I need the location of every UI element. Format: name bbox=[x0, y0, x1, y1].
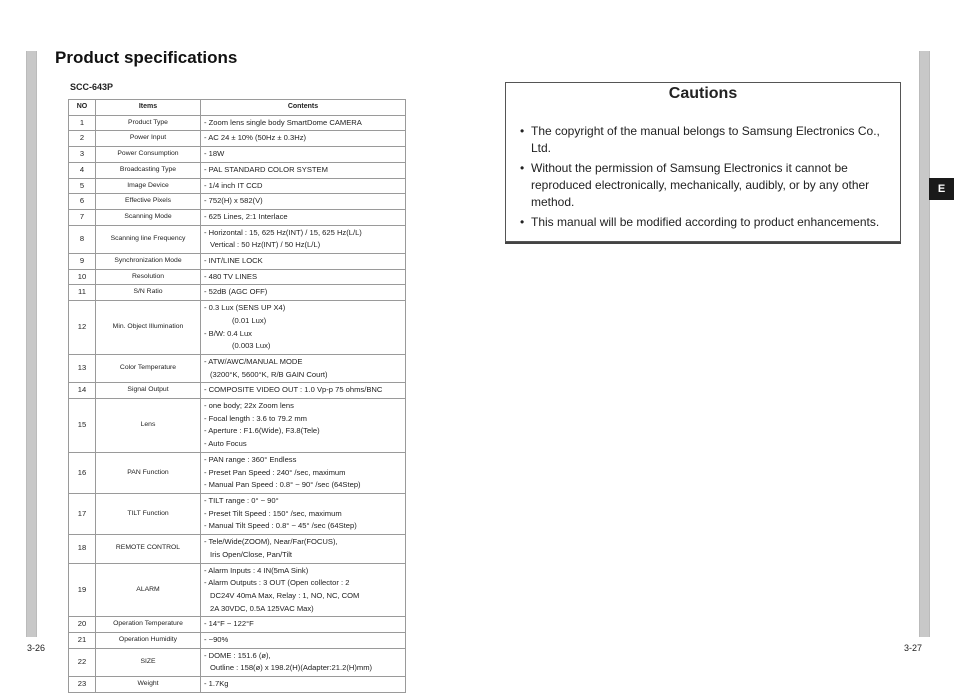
row-number: 23 bbox=[69, 677, 96, 693]
content-line: - ATW/AWC/MANUAL MODE bbox=[204, 356, 303, 366]
left-margin-bar bbox=[26, 51, 37, 637]
content-line: - INT/LINE LOCK bbox=[204, 256, 263, 266]
table-row bbox=[69, 269, 406, 285]
row-item: Lens bbox=[96, 399, 201, 453]
row-contents bbox=[201, 131, 406, 147]
content-line: Vertical : 50 Hz(INT) / 50 Hz(L/L) bbox=[210, 240, 321, 250]
row-number: 19 bbox=[69, 563, 96, 617]
content-line: - 480 TV LINES bbox=[204, 271, 258, 281]
content-line: DC24V 40mA Max, Relay : 1, NO, NC, COM bbox=[210, 590, 360, 600]
row-item: REMOTE CONTROL bbox=[96, 535, 201, 563]
row-item: TILT Function bbox=[96, 493, 201, 534]
row-number: 16 bbox=[69, 452, 96, 493]
row-contents bbox=[201, 194, 406, 210]
table-row bbox=[69, 383, 406, 399]
row-contents bbox=[201, 115, 406, 131]
row-item: Operation Humidity bbox=[96, 633, 201, 649]
row-item: Operation Temperature bbox=[96, 617, 201, 633]
spec-table bbox=[68, 99, 406, 693]
page-number-left: 3-26 bbox=[27, 643, 46, 653]
row-contents bbox=[201, 617, 406, 633]
row-number: 4 bbox=[69, 162, 96, 178]
row-item: Resolution bbox=[96, 269, 201, 285]
row-item: Product Type bbox=[96, 115, 201, 131]
row-number: 21 bbox=[69, 633, 96, 649]
row-item: Min. Object Illumination bbox=[96, 301, 201, 355]
row-number: 22 bbox=[69, 648, 96, 676]
table-row bbox=[69, 648, 406, 676]
language-tab: E bbox=[929, 178, 954, 200]
table-row bbox=[69, 399, 406, 453]
row-number: 2 bbox=[69, 131, 96, 147]
row-item: Effective Pixels bbox=[96, 194, 201, 210]
table-header-row bbox=[69, 100, 406, 116]
row-number: 3 bbox=[69, 147, 96, 163]
row-number: 10 bbox=[69, 269, 96, 285]
row-number: 13 bbox=[69, 354, 96, 382]
page-title: Product specifications bbox=[55, 48, 238, 67]
row-item: Image Device bbox=[96, 178, 201, 194]
spec-table-body bbox=[69, 115, 406, 692]
row-item: Power Input bbox=[96, 131, 201, 147]
table-row bbox=[69, 254, 406, 270]
content-line: - 1/4 inch IT CCD bbox=[204, 180, 263, 190]
content-line: - Preset Pan Speed : 240° /sec, maximum bbox=[204, 467, 346, 477]
content-line: - 14°F ~ 122°F bbox=[204, 619, 254, 629]
content-line: - 1.7Kg bbox=[204, 679, 229, 689]
row-contents bbox=[201, 225, 406, 253]
content-line: Iris Open/Close, Pan/Tilt bbox=[210, 549, 293, 559]
row-number: 18 bbox=[69, 535, 96, 563]
table-row bbox=[69, 677, 406, 693]
row-item: Weight bbox=[96, 677, 201, 693]
row-item: S/N Ratio bbox=[96, 285, 201, 301]
content-line: (3200°K, 5600°K, R/B GAIN Court) bbox=[210, 369, 328, 379]
content-line: - Preset Tilt Speed : 150° /sec, maximum bbox=[204, 508, 342, 518]
row-item: Scanning Mode bbox=[96, 209, 201, 225]
caution-item: • This manual will be modified according to product enhancements. bbox=[520, 214, 890, 231]
table-row bbox=[69, 285, 406, 301]
row-number: 7 bbox=[69, 209, 96, 225]
content-line: 2A 30VDC, 0.5A 125VAC Max) bbox=[210, 603, 314, 613]
row-item: Power Consumption bbox=[96, 147, 201, 163]
content-line: (0.01 Lux) bbox=[232, 315, 267, 325]
table-row bbox=[69, 178, 406, 194]
table-row bbox=[69, 209, 406, 225]
table-row bbox=[69, 633, 406, 649]
content-line: - ~90% bbox=[204, 635, 229, 645]
header-items: Items bbox=[96, 100, 201, 116]
row-contents bbox=[201, 162, 406, 178]
content-line: - Tele/Wide(ZOOM), Near/Far(FOCUS), bbox=[204, 537, 338, 547]
content-line: - Aperture : F1.6(Wide), F3.8(Tele) bbox=[204, 426, 320, 436]
row-item: Synchronization Mode bbox=[96, 254, 201, 270]
content-line: - Zoom lens single body SmartDome CAMERA bbox=[204, 117, 362, 127]
row-number: 6 bbox=[69, 194, 96, 210]
row-item: Broadcasting Type bbox=[96, 162, 201, 178]
content-line: - 18W bbox=[204, 149, 225, 159]
row-contents bbox=[201, 563, 406, 617]
content-line: - AC 24 ± 10% (50Hz ± 0.3Hz) bbox=[204, 133, 307, 143]
row-contents bbox=[201, 535, 406, 563]
row-number: 1 bbox=[69, 115, 96, 131]
row-item: Signal Output bbox=[96, 383, 201, 399]
header-no: NO bbox=[69, 100, 96, 116]
row-number: 9 bbox=[69, 254, 96, 270]
row-contents bbox=[201, 383, 406, 399]
content-line: - COMPOSITE VIDEO OUT : 1.0 Vp-p 75 ohms/BNC bbox=[204, 385, 383, 395]
content-line: Outline : 158(ø) x 198.2(H)(Adapter:21.2(H)mm) bbox=[210, 663, 373, 673]
row-number: 15 bbox=[69, 399, 96, 453]
right-margin-bar bbox=[919, 51, 930, 637]
table-row bbox=[69, 194, 406, 210]
content-line: - one body; 22x Zoom lens bbox=[204, 401, 294, 411]
row-item: Scanning line Frequency bbox=[96, 225, 201, 253]
table-row bbox=[69, 354, 406, 382]
content-line: - DOME : 151.6 (ø), bbox=[204, 650, 271, 660]
table-row bbox=[69, 452, 406, 493]
row-number: 8 bbox=[69, 225, 96, 253]
content-line: - Alarm Inputs : 4 IN(5mA Sink) bbox=[204, 565, 309, 575]
table-row bbox=[69, 617, 406, 633]
row-contents bbox=[201, 269, 406, 285]
row-contents bbox=[201, 677, 406, 693]
row-contents bbox=[201, 354, 406, 382]
model-label: SCC-643P bbox=[70, 82, 114, 92]
row-number: 14 bbox=[69, 383, 96, 399]
content-line: - 52dB (AGC OFF) bbox=[204, 287, 268, 297]
row-contents bbox=[201, 493, 406, 534]
table-row bbox=[69, 131, 406, 147]
content-line: - 0.3 Lux (SENS UP X4) bbox=[204, 303, 286, 313]
content-line: - Manual Pan Speed : 0.8° ~ 90° /sec (64Step) bbox=[204, 480, 361, 490]
caution-item: • Without the permission of Samsung Electronics it cannot be reproduced electronically, mechanically, audibly, or by any other method. bbox=[520, 160, 890, 211]
table-row bbox=[69, 115, 406, 131]
row-number: 5 bbox=[69, 178, 96, 194]
content-line: - Horizontal : 15, 625 Hz(INT) / 15, 625 Hz(L/L) bbox=[204, 227, 362, 237]
content-line: - 625 Lines, 2:1 Interlace bbox=[204, 211, 288, 221]
header-contents: Contents bbox=[201, 100, 406, 116]
row-contents bbox=[201, 452, 406, 493]
row-contents bbox=[201, 285, 406, 301]
row-item: ALARM bbox=[96, 563, 201, 617]
row-contents bbox=[201, 301, 406, 355]
cautions-box bbox=[505, 82, 901, 242]
row-contents bbox=[201, 209, 406, 225]
cautions-title: Cautions bbox=[668, 85, 738, 102]
row-item: SIZE bbox=[96, 648, 201, 676]
content-line: - 752(H) x 582(V) bbox=[204, 196, 263, 206]
table-row bbox=[69, 147, 406, 163]
row-contents bbox=[201, 648, 406, 676]
table-row bbox=[69, 535, 406, 563]
row-contents bbox=[201, 399, 406, 453]
content-line: - Focal length : 3.6 to 79.2 mm bbox=[204, 413, 307, 423]
row-number: 20 bbox=[69, 617, 96, 633]
caution-item: • The copyright of the manual belongs to Samsung Electronics Co., Ltd. bbox=[520, 123, 890, 157]
row-contents bbox=[201, 633, 406, 649]
row-number: 11 bbox=[69, 285, 96, 301]
table-row bbox=[69, 162, 406, 178]
row-contents bbox=[201, 147, 406, 163]
content-line: - Auto Focus bbox=[204, 439, 247, 449]
row-item: Color Temperature bbox=[96, 354, 201, 382]
row-item: PAN Function bbox=[96, 452, 201, 493]
content-line: - B/W: 0.4 Lux bbox=[204, 328, 252, 338]
row-number: 17 bbox=[69, 493, 96, 534]
table-row bbox=[69, 563, 406, 617]
cautions-list bbox=[506, 123, 900, 231]
content-line: - TILT range : 0° ~ 90° bbox=[204, 495, 279, 505]
content-line: - PAN range : 360° Endless bbox=[204, 454, 297, 464]
content-line: - PAL STANDARD COLOR SYSTEM bbox=[204, 164, 328, 174]
table-row bbox=[69, 301, 406, 355]
content-line: - Manual Tilt Speed : 0.8° ~ 45° /sec (64Step) bbox=[204, 521, 357, 531]
row-number: 12 bbox=[69, 301, 96, 355]
table-row bbox=[69, 225, 406, 253]
row-contents bbox=[201, 178, 406, 194]
content-line: (0.003 Lux) bbox=[232, 341, 271, 351]
page-number-right: 3-27 bbox=[904, 643, 923, 653]
row-contents bbox=[201, 254, 406, 270]
content-line: - Alarm Outputs : 3 OUT (Open collector : 2 bbox=[204, 578, 350, 588]
table-row bbox=[69, 493, 406, 534]
